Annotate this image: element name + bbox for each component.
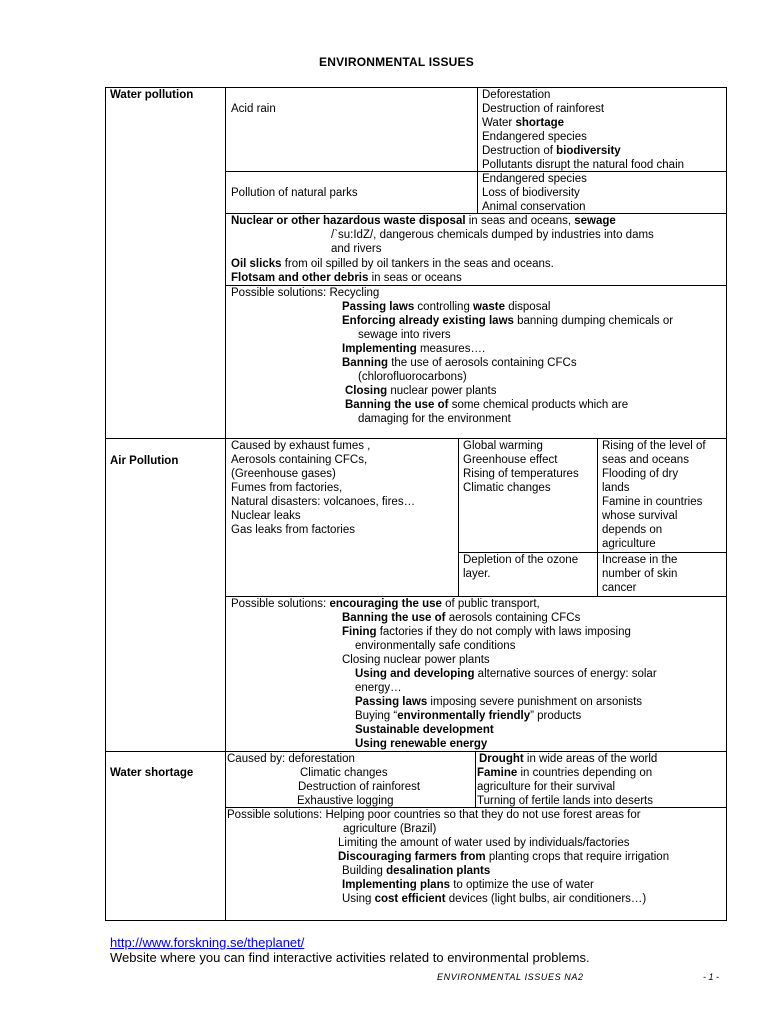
row-label-air-pollution: Air Pollution bbox=[110, 455, 179, 467]
list-item: Destruction of biodiversity bbox=[482, 145, 621, 157]
list-item: (Greenhouse gases) bbox=[231, 468, 336, 480]
page-number: - 1 - bbox=[703, 972, 720, 982]
list-item: Animal conservation bbox=[482, 201, 586, 213]
list-item: Global warming bbox=[463, 440, 543, 452]
list-item: Destruction of rainforest bbox=[482, 103, 605, 115]
list-item: Deforestation bbox=[482, 89, 551, 101]
list-item: Loss of biodiversity bbox=[482, 187, 580, 199]
list-item: Endangered species bbox=[482, 173, 587, 185]
website-link[interactable]: http://www.forskning.se/theplanet/ bbox=[110, 935, 305, 950]
acid-rain-label: Acid rain bbox=[231, 103, 276, 115]
list-item: Water shortage bbox=[482, 117, 565, 129]
list-item: Rising of temperatures bbox=[463, 468, 579, 480]
list-item: Climatic changes bbox=[463, 482, 551, 494]
row-label-water-shortage: Water shortage bbox=[110, 767, 194, 779]
website-description: Website where you can find interactive activities related to environmental problems. bbox=[110, 950, 590, 965]
footer-title: ENVIRONMENTAL ISSUES NA2 bbox=[437, 972, 584, 982]
list-item: Fumes from factories, bbox=[231, 482, 343, 494]
list-item: Endangered species bbox=[482, 131, 587, 143]
page-title: ENVIRONMENTAL ISSUES bbox=[319, 55, 474, 69]
list-item: Natural disasters: volcanoes, fires… bbox=[231, 496, 416, 508]
list-item: Greenhouse effect bbox=[463, 454, 558, 466]
list-item: Gas leaks from factories bbox=[231, 524, 355, 536]
list-item: Caused by exhaust fumes , bbox=[231, 440, 371, 452]
list-item: Pollutants disrupt the natural food chain bbox=[482, 159, 685, 171]
list-item: Aerosols containing CFCs, bbox=[231, 454, 368, 466]
natural-parks-label: Pollution of natural parks bbox=[231, 187, 358, 199]
row-label-water-pollution: Water pollution bbox=[110, 89, 194, 101]
list-item: Nuclear leaks bbox=[231, 510, 301, 522]
